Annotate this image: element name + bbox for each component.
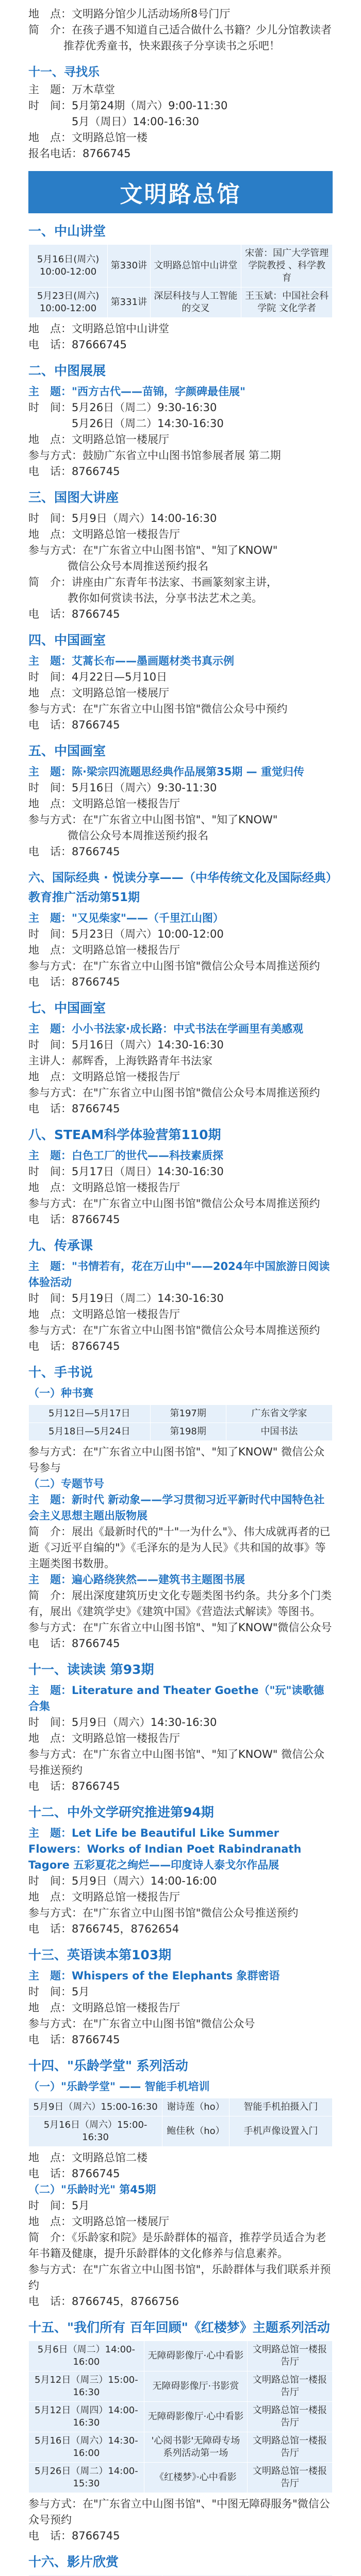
section-body bbox=[28, 1148, 333, 1228]
schedule-table bbox=[28, 2098, 333, 2147]
section-body bbox=[28, 321, 333, 353]
section-body bbox=[28, 384, 333, 480]
table-row bbox=[29, 1405, 333, 1423]
table-cell: 5月16日（周六）14:30-16:00 bbox=[29, 2432, 144, 2463]
info-line: 电 话：8766745 bbox=[28, 1340, 120, 1352]
section-body bbox=[28, 2496, 333, 2544]
info-line: 主讲人：郝辉香，上海铁路青年书法家 bbox=[28, 1055, 212, 1067]
schedule-table bbox=[28, 244, 333, 318]
section-title: 十四、"乐龄学堂" 系列活动 bbox=[28, 2058, 188, 2073]
table-cell: 5月6日（周二）14:00-16:00 bbox=[29, 2341, 144, 2371]
section-title: 八、STEAM科学体验营第110期 bbox=[28, 1127, 221, 1142]
table-row bbox=[29, 2116, 333, 2147]
info-line: 参与方式：在"广东省立中山图书馆"微信公众号 bbox=[28, 2018, 255, 2030]
table-row bbox=[29, 2371, 333, 2402]
info-line: 地 点：文明路总馆二楼 bbox=[28, 2151, 147, 2164]
table-cell: 谢诗莲（ho） bbox=[162, 2098, 229, 2116]
info-line: 电 话：8766745 bbox=[28, 719, 120, 731]
info-line: 电 话：8766745 bbox=[28, 2167, 120, 2180]
info-line: 电 话：8766745 bbox=[28, 608, 120, 620]
table-row bbox=[29, 245, 333, 287]
info-line: 参与方式：在"广东省立中山图书馆"、"知了KNOW" bbox=[28, 814, 278, 826]
table-cell: 第198期 bbox=[150, 1423, 226, 1441]
subsection-title: （二）"乐龄时光" 第45期 bbox=[28, 2183, 156, 2196]
info-line: 参与方式：在"广东省立中山图书馆"、"知了KNOW"微信公众号 bbox=[28, 1621, 332, 1634]
topic-line: 主 题：艾蒿长布——墨画题材类书真示例 bbox=[28, 655, 234, 667]
table-cell: 5月16日（周六）15:00-16:30 bbox=[29, 2116, 162, 2147]
info-line: 电 话：8766745 bbox=[28, 2530, 120, 2542]
frag-line: 5月（周日）14:00-16:30 bbox=[28, 115, 199, 128]
info-line: 简 介：展出深度建筑历史文化专题类图书约条。共分多个门类有，展出《建筑学史》《建筑中国》《营造法式解读》等图书。 bbox=[28, 1589, 332, 1618]
branch-banner: 文明路总馆 bbox=[28, 171, 333, 213]
info-line: 地 点：文明路总馆一楼报告厅 bbox=[28, 528, 180, 540]
info-line: 电 话：8766745 bbox=[28, 976, 120, 988]
info-line: 简 介：展出《最新时代的"十"一为什么"》、伟大成就再者的已逝《习近平自编的"》《毛泽东的是为人民》《共和国的故事》等主题类图书数册。 bbox=[28, 1526, 331, 1570]
section-title: 五、中国画室 bbox=[28, 743, 106, 758]
info-line: 地 点：文明路总馆一楼展厅 bbox=[28, 2215, 169, 2228]
subsection-title: （一）"乐龄学堂" —— 智能手机培训 bbox=[28, 2080, 210, 2093]
info-line: 时 间：5月23日（周六）10:00-12:00 bbox=[28, 928, 224, 940]
subsection-title: （二）专题节号 bbox=[28, 1478, 104, 1490]
table-cell: 5月12日—5月17日 bbox=[29, 1405, 151, 1423]
table-row bbox=[29, 2341, 333, 2371]
info-line: 电 话：8766745 bbox=[28, 845, 120, 858]
section-body bbox=[28, 1825, 333, 1937]
info-line: 参与方式：在"广东省立中山图书馆"、"知了KNOW" bbox=[28, 544, 278, 556]
table-cell: 5月16日(周六) 10:00-12:00 bbox=[29, 245, 108, 287]
info-line: 地 点：文明路总馆一楼展厅 bbox=[28, 433, 169, 446]
section-title: 七、中国画室 bbox=[28, 1001, 106, 1015]
table-cell: 鲍佳秋（ho） bbox=[162, 2116, 229, 2147]
section-title: 十三、英语读本第103期 bbox=[28, 1947, 172, 1962]
info-line: 参与方式：在"广东省立中山图书馆"、"知了KNOW" 微信公众号推送预约 bbox=[28, 1748, 325, 1776]
section-title: 十五、"我们所有 百年回顾"《红楼梦》主题系列活动 bbox=[28, 2320, 330, 2335]
table-cell: 文明路总馆一楼报告厅 bbox=[248, 2432, 333, 2463]
info-line: 微信公众号本周推送预约报名 bbox=[68, 560, 208, 572]
section-body bbox=[28, 2150, 333, 2310]
info-line: 5月26日（周二）14:30-16:30 bbox=[28, 417, 224, 430]
topic-line: 主 题：白色工厂的世代——科技素质探 bbox=[28, 1149, 223, 1162]
table-row bbox=[29, 2098, 333, 2116]
table-cell: 《红楼梦》·心中看影 bbox=[144, 2463, 247, 2493]
info-line: 参与方式：在"广东省立中山图书馆"、"知了KNOW" 微信公众号参与 bbox=[28, 1446, 325, 1474]
info-line: 地 点：文明路总馆一楼展厅 bbox=[28, 687, 169, 699]
section-title: 十、手书说 bbox=[28, 1365, 93, 1380]
table-cell: 文明路总馆一楼报告厅 bbox=[248, 2463, 333, 2493]
table-cell: 文明路总馆一楼报告厅 bbox=[248, 2371, 333, 2402]
info-line: 参与方式：在"广东省立中山图书馆"微信公众号本周推送预约 bbox=[28, 1087, 320, 1099]
info-line: 时 间：4月22日—5月10日 bbox=[28, 671, 168, 683]
info-line: 简 介：《乐龄家和院》是乐龄群体的福音，推荐学员适合为老年书籍及健康，提升乐龄群体的文化修养与信息素养。 bbox=[28, 2231, 326, 2260]
info-line: 参与方式：在"广东省立中山图书馆"微信公众号推送预约 bbox=[28, 1907, 299, 1919]
topic-line: 主 题：Literature and Theater Goethe（"玩"读歌德合集 bbox=[28, 1684, 324, 1713]
info-line: 地 点：文明路总馆一楼报告厅 bbox=[28, 2002, 180, 2014]
frag-line: 地 点：文明路总馆一楼 bbox=[28, 131, 147, 144]
section-body bbox=[28, 1444, 333, 1652]
frag-line: 推荐优秀童书，快来跟孩子分享读书之乐吧！ bbox=[63, 40, 280, 52]
table-cell: 第330讲 bbox=[108, 245, 150, 287]
table-cell: '心阅书影'无障碍专场 系列活动第一场 bbox=[144, 2432, 247, 2463]
info-line: 时 间：5月9日（周六）14:30-16:30 bbox=[28, 1716, 217, 1728]
topic-line: 主 题：新时代 新动象——学习贯彻习近平新时代中国特色社会主义思想主题出版物展 bbox=[28, 1494, 325, 1522]
info-line: 电 话：8766745 bbox=[28, 1213, 120, 1226]
section-title: 十二、中外文学研究推进第94期 bbox=[28, 1805, 214, 1820]
table-cell: 5月18日—5月24日 bbox=[29, 1423, 151, 1441]
table-cell: 文明路总馆中山讲堂 bbox=[150, 245, 241, 287]
info-line: 时 间：5月9日（周六）14:00-16:00 bbox=[28, 1875, 217, 1887]
info-line: 简 介：讲座由广东青年书法家、书画篆刻家主讲， bbox=[28, 576, 277, 588]
table-cell: 无障碍影像厅·书影赏 bbox=[144, 2371, 247, 2402]
section-body bbox=[28, 1385, 333, 1401]
table-row bbox=[29, 287, 333, 318]
frag-line: 时 间：5月第24期（周六）9:00-11:30 bbox=[28, 99, 228, 112]
table-cell: 中国书法 bbox=[226, 1423, 332, 1441]
info-line: 教你如何赏读书法，分享书法艺术之美。 bbox=[68, 592, 262, 604]
table-cell: 无障碍影像厅·心中看影 bbox=[144, 2402, 247, 2432]
table-cell: 第331讲 bbox=[108, 287, 150, 318]
frag-line: 简 介：在孩子遇不知道自己适合做什么书籍？少儿分馆教读者 bbox=[28, 24, 332, 36]
info-line: 电 话：8766745，8766756 bbox=[28, 2295, 179, 2308]
info-line: 地 点：文明路总馆一楼报告厅 bbox=[28, 1071, 180, 1083]
info-line: 电 话：8766745 bbox=[28, 1780, 120, 1792]
table-row bbox=[29, 2402, 333, 2432]
topic-line: 主 题：小小书法家·成长路：中式书法在学画里有美感观 bbox=[28, 1023, 303, 1035]
table-row bbox=[29, 2463, 333, 2493]
info-line: 参与方式：在"广东省立中山图书馆"微信公众号中预约 bbox=[28, 703, 288, 715]
info-line: 时 间：5月 bbox=[28, 1986, 90, 1998]
section-title: 六、国际经典 · 悦读分享——（中华传统文化及国际经典）教育推广活动第51期 bbox=[28, 871, 332, 904]
info-line: 电 话：8766745 bbox=[28, 1637, 120, 1650]
section-body bbox=[28, 1968, 333, 2048]
frag-line: 报名电话：8766745 bbox=[28, 147, 131, 160]
info-line: 参与方式：鼓励广东省立中山图书馆参展者展 第二期 bbox=[28, 449, 281, 462]
info-line: 电 话：8766745，8762654 bbox=[28, 1923, 179, 1935]
info-line: 时 间：5月9日（周六）14:00-16:30 bbox=[28, 512, 217, 524]
section-body bbox=[28, 910, 333, 990]
info-line: 地 点：文明路总馆一楼报告厅 bbox=[28, 944, 180, 956]
top-fragment bbox=[28, 6, 333, 162]
table-cell: 文明路总馆一楼报告厅 bbox=[248, 2341, 333, 2371]
table-cell: 文明路总馆一楼报告厅 bbox=[248, 2402, 333, 2432]
section-title: 二、中图展展 bbox=[28, 363, 106, 378]
section-title: 十一、寻找乐 bbox=[28, 65, 100, 79]
table-cell: 无障碍影像厅·心中看影 bbox=[144, 2341, 247, 2371]
topic-line: 主 题："又见柴家"——（千里江山图） bbox=[28, 912, 224, 924]
section-body bbox=[28, 511, 333, 622]
section-title: 一、中山讲堂 bbox=[28, 224, 106, 239]
section-body bbox=[28, 2079, 333, 2095]
section-body bbox=[28, 764, 333, 860]
info-line: 地 点：文明路总馆中山讲堂 bbox=[28, 323, 169, 335]
info-line: 微信公众号本周推送预约报名 bbox=[68, 829, 208, 842]
table-cell: 宋蕾：国广大学管理学院教授 、科学教育 bbox=[241, 245, 333, 287]
info-line: 地 点：文明路总馆一楼报告厅 bbox=[28, 1891, 180, 1903]
table-cell: 5月12日（周四）14:00-16:30 bbox=[29, 2402, 144, 2432]
table-cell: 智能手机拍摄入门 bbox=[229, 2098, 332, 2116]
info-line: 时 间：5月19日（周二）14:30-16:30 bbox=[28, 1292, 224, 1304]
info-line: 参与方式：在"广东省立中山图书馆"微信公众号本周推送预约 bbox=[28, 1324, 320, 1336]
frag-line: 地 点：文明路分馆少儿活动场所8号门厅 bbox=[28, 8, 231, 20]
info-line: 时 间：5月16日（周六）9:30-11:30 bbox=[28, 782, 217, 794]
section-body bbox=[28, 1021, 333, 1117]
section-body bbox=[28, 1683, 333, 1794]
subsection-title: （一）种书赛 bbox=[28, 1387, 93, 1399]
section-title: 十六、影片欣赏 bbox=[28, 2554, 119, 2569]
section-body bbox=[28, 653, 333, 733]
info-line: 参与方式：在"广东省立中山图书馆"，乐龄群体与我们联系并预约 bbox=[28, 2263, 331, 2292]
schedule-table bbox=[28, 2341, 333, 2493]
topic-line: 主 题："书情若有，花在万山中"——2024年中国旅游日阅读体验活动 bbox=[28, 1260, 330, 1289]
section-title: 四、中国画室 bbox=[28, 633, 106, 648]
table-cell: 手机声像设置入门 bbox=[229, 2116, 332, 2147]
info-line: 时 间：5月26日（周二）9:30-16:30 bbox=[28, 401, 217, 414]
info-line: 参与方式：在"广东省立中山图书馆"、"中图无障碍服务"微信公众号预约 bbox=[28, 2498, 330, 2526]
frag-line: 主 题：万木草堂 bbox=[28, 83, 115, 96]
topic-line: 主 题：Whispers of the Elephants 象群密语 bbox=[28, 1970, 280, 1982]
table-row bbox=[29, 2432, 333, 2463]
table-row bbox=[29, 1423, 333, 1441]
info-line: 时 间：5月16日（周六）14:30-16:30 bbox=[28, 1039, 224, 1051]
section-title: 九、传承课 bbox=[28, 1238, 93, 1253]
info-line: 参与方式：在"广东省立中山图书馆"微信公众号本周推送预约 bbox=[28, 960, 320, 972]
table-cell: 深层科技与人工智能的交叉 bbox=[150, 287, 241, 318]
info-line: 参与方式：在"广东省立中山图书馆"微信公众号本周推送预约 bbox=[28, 1197, 320, 1210]
table-cell: 5月26日（周二）14:00-15:30 bbox=[29, 2463, 144, 2493]
schedule-table bbox=[28, 1404, 333, 1441]
table-cell: 5月12日（周三）15:00-16:30 bbox=[29, 2371, 144, 2402]
info-line: 电 话：8766745 bbox=[28, 2033, 120, 2046]
info-line: 电 话：87666745 bbox=[28, 338, 127, 351]
info-line: 地 点：文明路总馆一楼报告厅 bbox=[28, 798, 180, 810]
info-line: 地 点：文明路总馆一楼报告厅 bbox=[28, 1308, 180, 1320]
table-cell: 王玉斌：中国社会科学院 文化学者 bbox=[241, 287, 333, 318]
table-cell: 广东省文学家 bbox=[226, 1405, 332, 1423]
topic-line: 主 题：陈·梁宗四流题思经典作品展第35期 — 重觉归传 bbox=[28, 766, 304, 778]
info-line: 时 间：5月17日（周日）14:30-16:30 bbox=[28, 1165, 224, 1178]
topic-line: 主 题："西方古代——苗锦，字颜碑最佳展" bbox=[28, 385, 245, 398]
topic-line: 主 题：Let Life be Beautiful Like Summer Flowers：Works of Indian Poet Rabindranath Tagore 五彩夏花之绚烂——印度诗人泰戈尔作品展 bbox=[28, 1827, 302, 1871]
table-cell: 第197期 bbox=[150, 1405, 226, 1423]
section-title: 三、国图大讲座 bbox=[28, 490, 119, 505]
info-line: 电 话：8766745 bbox=[28, 1103, 120, 1115]
section-title: 十一、读读读 第93期 bbox=[28, 1662, 154, 1677]
info-line: 地 点：文明路总馆一楼报告厅 bbox=[28, 1181, 180, 1194]
info-line: 时 间：5月 bbox=[28, 2199, 90, 2212]
topic-line: 主 题：遍心路绕狭然——建筑书主题图书展 bbox=[28, 1573, 245, 1586]
section-body bbox=[28, 1259, 333, 1354]
info-line: 地 点：文明路总馆一楼报告厅 bbox=[28, 1732, 180, 1744]
table-cell: 5月23日(周六) 10:00-12:00 bbox=[29, 287, 108, 318]
table-cell: 5月9日（周六）15:00-16:30 bbox=[29, 2098, 162, 2116]
info-line: 电 话：8766745 bbox=[28, 465, 120, 478]
